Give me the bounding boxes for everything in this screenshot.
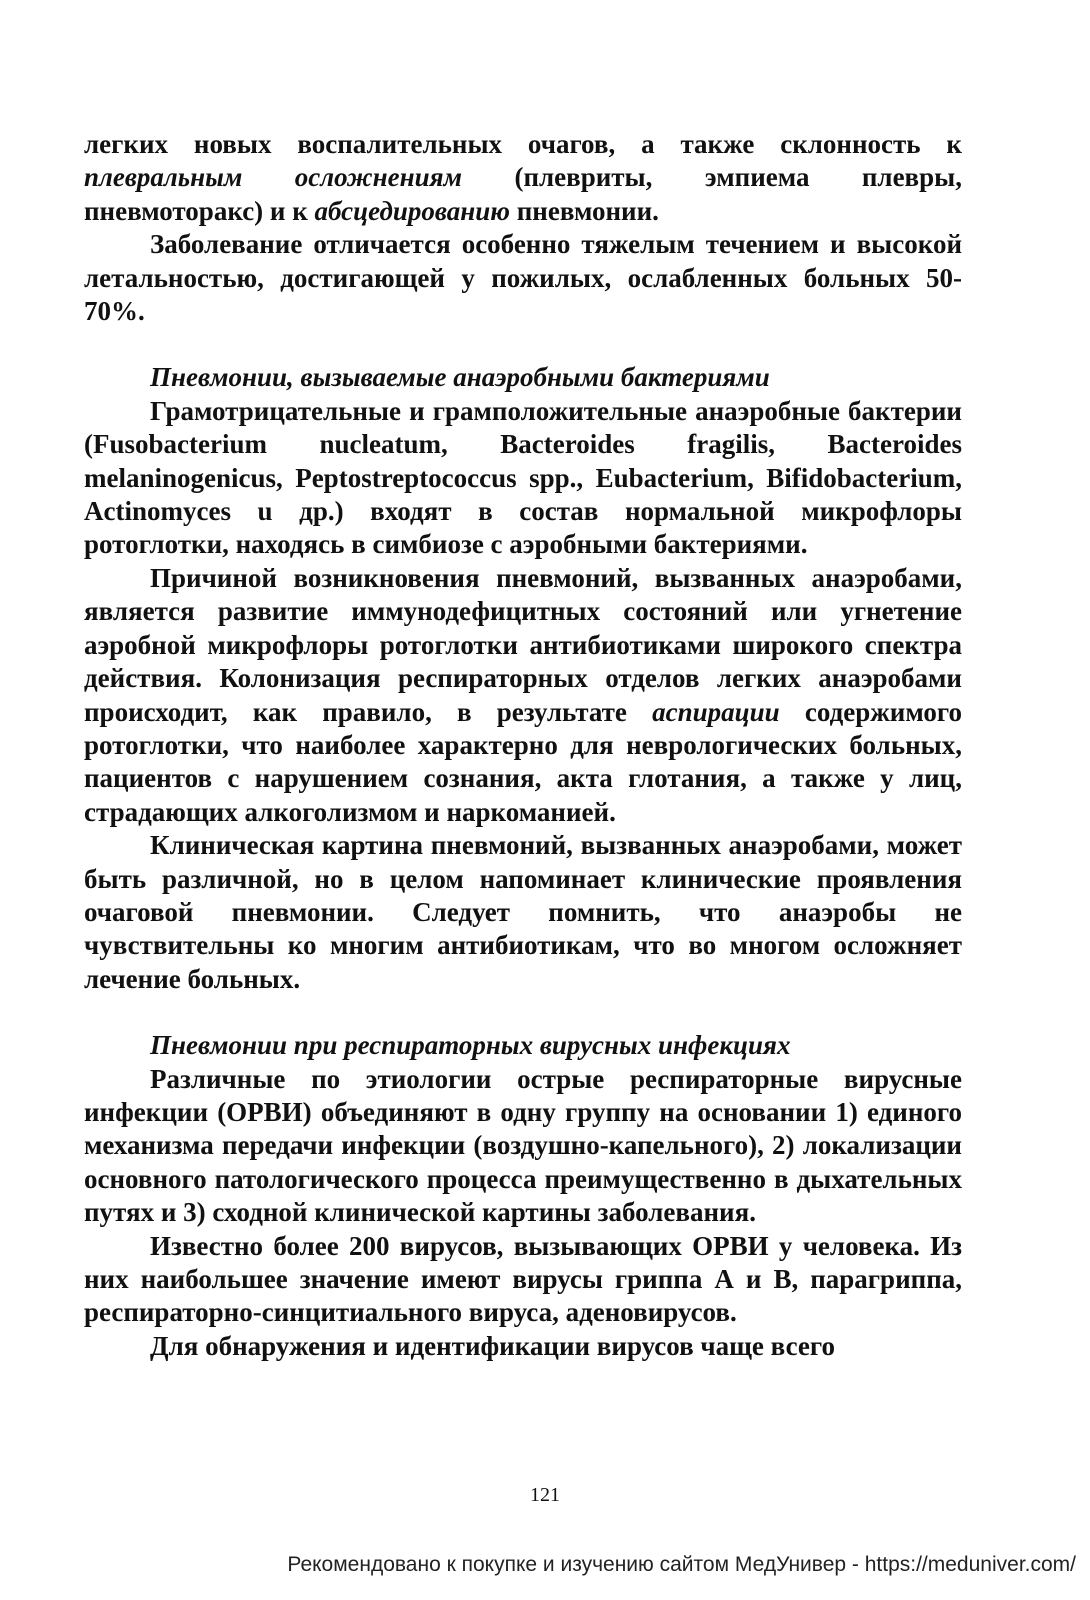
- emphasis-pleural-complications: плевральным осложнениям: [84, 162, 463, 193]
- page-number: 121: [530, 1484, 560, 1506]
- page-body: [84, 128, 962, 1363]
- section-heading-anaerobic: Пневмонии, вызываемые анаэробными бактериями: [150, 362, 770, 393]
- paragraph-anaerobic-bacteria: Грамотрицательные и грамположительные анаэробные бактерии (Fusobacterium nucleatum, Bacteroides fragilis, Bacteroides melaninogenicus, Peptostreptococcus spp., Eubacterium, Bifidobacterium, Actinomyces u др.) входят в состав нормальной микрофлоры ротоглотки, находясь в симбиозе с аэробными бактериями.: [84, 395, 962, 560]
- paragraph-anaerobic-causes: Причиной возникновения пневмоний, вызванных анаэробами, является развитие иммунодефицитных состояний или угнетение аэробной микрофлоры ротоглотки антибиотиками широкого спектра действия. Колонизация респираторных отделов легких анаэробами происходит, как правило, в результате аспирации содержимого ротоглотки, что наиболее характерно для неврологических больных, пациентов с нарушением сознания, акта глотания, а также у лиц, страдающих алкоголизмом и наркоманией.: [84, 562, 962, 827]
- paragraph-continuation: легких новых воспалительных очагов, а также склонность к плевральным осложнениям (плевриты, эмпиема плевры, пневмоторакс) и к абсцедированию пневмонии.: [84, 129, 962, 226]
- paragraph-virus-identification: Для обнаружения и идентификации вирусов чаще всего: [150, 1330, 835, 1361]
- paragraph-mortality: Заболевание отличается особенно тяжелым течением и высокой летальностью, достигающей у пожилых, ослабленных больных 50-70%.: [84, 229, 962, 327]
- emphasis-abscess-formation: абсцедированию: [314, 195, 510, 226]
- footer-watermark: Рекомендовано к покупке и изучению сайтом МедУнивер - https://meduniver.com/: [287, 1553, 1076, 1576]
- paragraph-orvi-definition: Различные по этиологии острые респираторные вирусные инфекции (ОРВИ) объединяют в одну группу на основании 1) единого механизма передачи инфекции (воздушно-капельного), 2) локализации основного патологического процесса преимущественно в дыхательных путях и 3) сходной клинической картины заболевания.: [84, 1063, 962, 1228]
- paragraph-anaerobic-clinical: Клиническая картина пневмоний, вызванных анаэробами, может быть различной, но в целом напоминает клинические проявления очаговой пневмонии. Следует помнить, что анаэробы не чувствительны ко многим антибиотикам, что во многом осложняет лечение больных.: [84, 830, 962, 994]
- paragraph-orvi-viruses: Известно более 200 вирусов, вызывающих ОРВИ у человека. Из них наибольшее значение имеют вирусы гриппа А и В, парагриппа, респираторно-синцитиального вируса, аденовирусов.: [84, 1230, 962, 1328]
- section-heading-viral: Пневмонии при респираторных вирусных инфекциях: [150, 1030, 791, 1061]
- emphasis-aspiration: аспирации: [652, 696, 780, 727]
